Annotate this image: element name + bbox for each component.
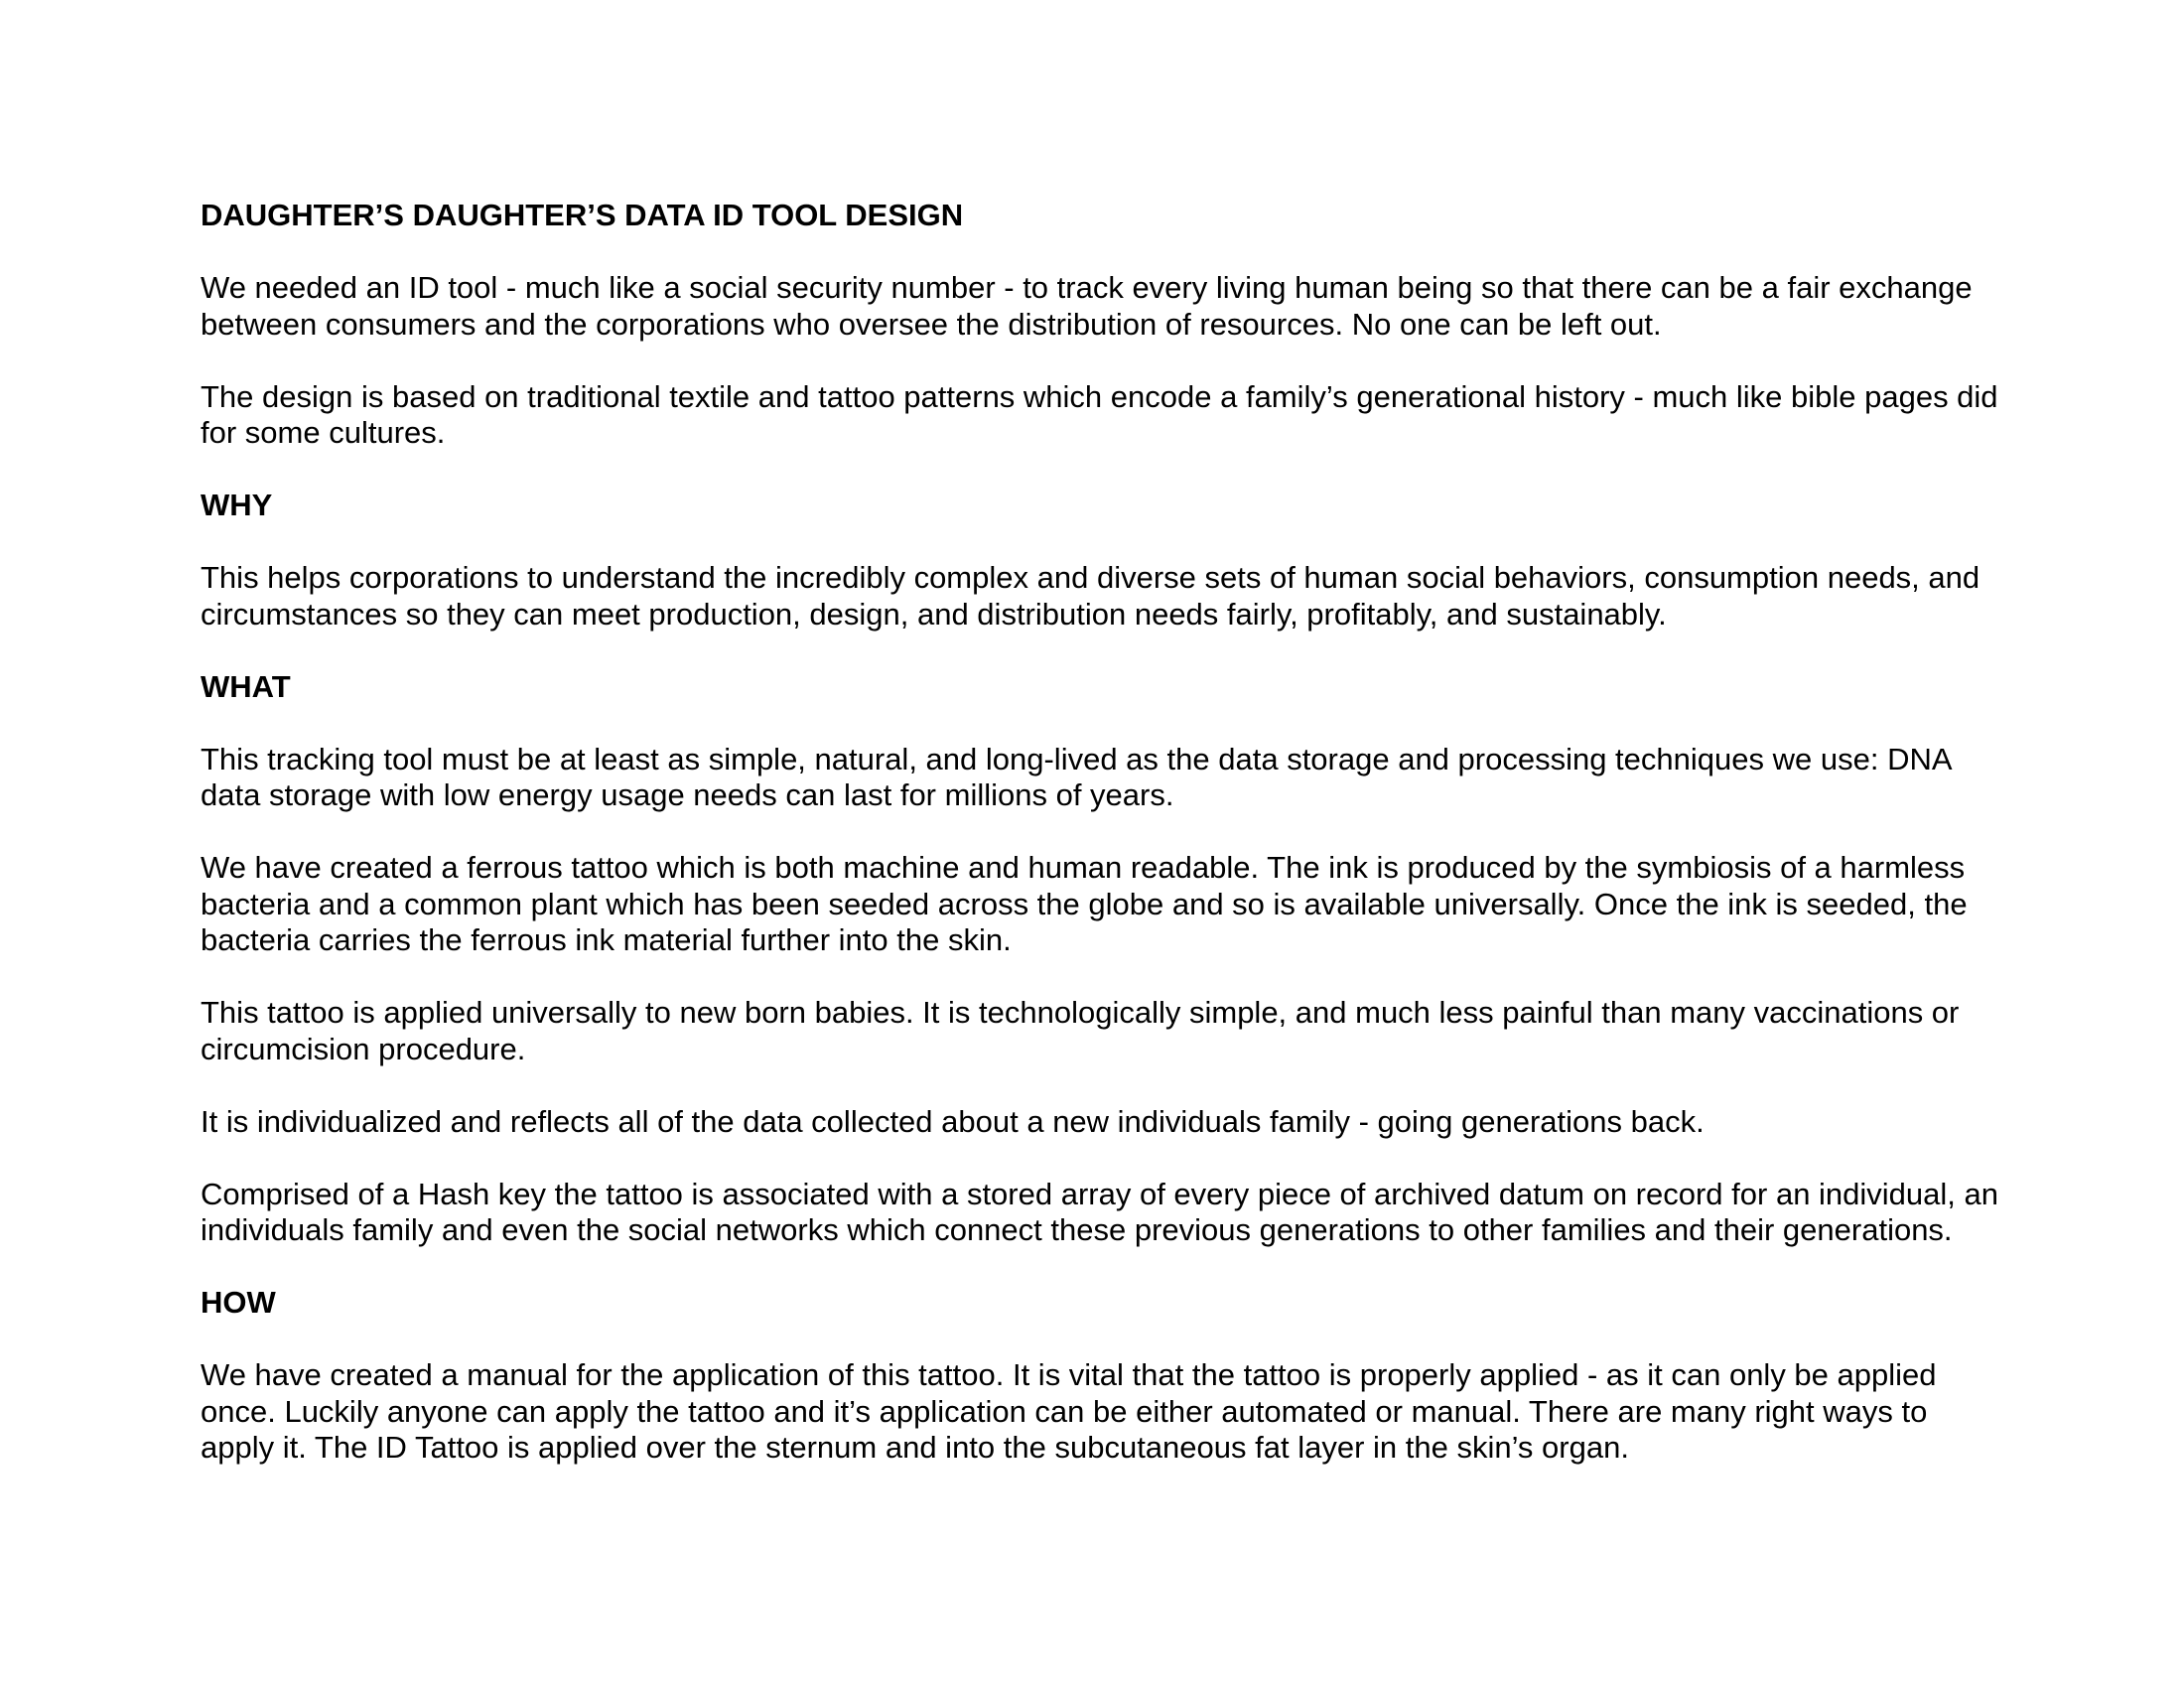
intro-paragraph: The design is based on traditional textile and tattoo patterns which encode a family’s generational history - much like bible pages did for some cultures. bbox=[201, 378, 1998, 450]
document-title: DAUGHTER’S DAUGHTER’S DATA ID TOOL DESIGN bbox=[201, 198, 964, 232]
section-heading: HOW bbox=[201, 1285, 276, 1320]
document-page bbox=[201, 198, 2027, 1502]
section-why bbox=[201, 488, 2027, 633]
section-heading: WHY bbox=[201, 488, 273, 522]
section-paragraph: It is individualized and reflects all of the data collected about a new individuals family - going generations back. bbox=[201, 1103, 1705, 1139]
intro-paragraph: We needed an ID tool - much like a social security number - to track every living human being so that there can be a fair exchange between consumers and the corporations who oversee the distribution of resources. No one can be left out. bbox=[201, 270, 1973, 342]
section-how bbox=[201, 1285, 2027, 1467]
section-paragraph: This tattoo is applied universally to new born babies. It is technologically simple, and much less painful than many vaccinations or circumcision procedure. bbox=[201, 995, 1960, 1066]
section-what bbox=[201, 669, 2027, 1249]
section-paragraph: This tracking tool must be at least as simple, natural, and long-lived as the data storage and processing techniques we use: DNA data storage with low energy usage needs can last for millions of years. bbox=[201, 741, 1953, 812]
section-paragraph: Comprised of a Hash key the tattoo is associated with a stored array of every piece of archived datum on record for an individual, an individuals family and even the social networks which connect these previous generations to other families and their generations. bbox=[201, 1176, 1999, 1247]
section-heading: WHAT bbox=[201, 668, 291, 704]
section-paragraph: This helps corporations to understand the incredibly complex and diverse sets of human social behaviors, consumption needs, and circumstances so they can meet production, design, and distribution needs fairly, profitably, and sustainably. bbox=[201, 560, 1980, 632]
section-paragraph: We have created a ferrous tattoo which is both machine and human readable. The ink is produced by the symbiosis of a harmless bacteria and a common plant which has been seeded across the globe and so is available universally. Once the ink is seeded, the bacteria carries the ferrous ink material further into the skin. bbox=[201, 850, 1968, 957]
section-paragraph: We have created a manual for the application of this tattoo. It is vital that the tattoo is properly applied - as it can only be applied once. Luckily anyone can apply the tattoo and it’s application can be either automated or manual. There are many right ways to apply it. The ID Tattoo is applied over the sternum and into the subcutaneous fat layer in the skin’s organ. bbox=[201, 1357, 1937, 1465]
